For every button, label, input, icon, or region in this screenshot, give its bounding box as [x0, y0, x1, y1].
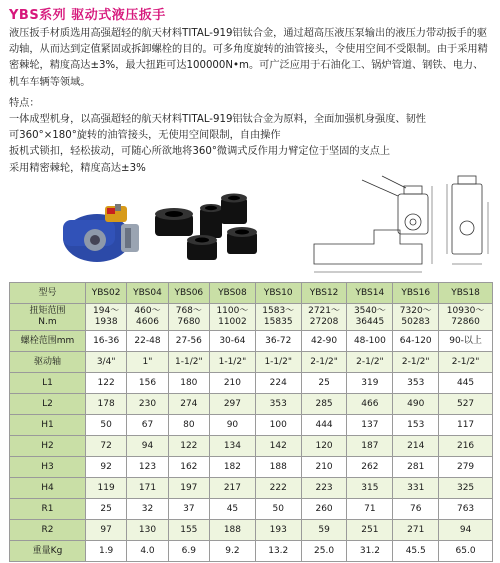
table-cell: 260 — [301, 499, 347, 520]
table-cell: 67 — [127, 415, 168, 436]
table-cell: 182 — [210, 457, 256, 478]
table-cell: 123 — [127, 457, 168, 478]
table-cell: 444 — [301, 415, 347, 436]
table-cell: 120 — [301, 436, 347, 457]
table-cell: 156 — [127, 373, 168, 394]
table-cell: 7320～ 50283 — [393, 304, 439, 331]
row-label-cell: H1 — [10, 415, 86, 436]
table-cell: 22-48 — [127, 331, 168, 352]
table-cell: 297 — [210, 394, 256, 415]
table-cell: 76 — [393, 499, 439, 520]
table-cell: 2-1/2" — [393, 352, 439, 373]
table-cell: 180 — [168, 373, 209, 394]
header-model-cell: YBS16 — [393, 283, 439, 304]
table-cell: 188 — [210, 520, 256, 541]
table-cell: 100 — [255, 415, 301, 436]
page-title: YBS系列 驱动式液压扳手 — [9, 8, 166, 23]
header-model-cell: YBS08 — [210, 283, 256, 304]
table-row — [10, 478, 493, 499]
table-cell: 331 — [393, 478, 439, 499]
table-cell: 119 — [85, 478, 126, 499]
table-cell: 48-100 — [347, 331, 393, 352]
header-model-cell: YBS18 — [439, 283, 493, 304]
row-label-cell: L2 — [10, 394, 86, 415]
table-cell: 3540～ 36445 — [347, 304, 393, 331]
table-cell: 1-1/2" — [168, 352, 209, 373]
table-cell: 71 — [347, 499, 393, 520]
table-cell: 16-36 — [85, 331, 126, 352]
table-cell: 194～ 1938 — [85, 304, 126, 331]
table-cell: 162 — [168, 457, 209, 478]
table-cell: 25 — [85, 499, 126, 520]
product-photo — [55, 178, 275, 270]
table-cell: 134 — [210, 436, 256, 457]
table-cell: 50 — [255, 499, 301, 520]
table-cell: 25.0 — [301, 541, 347, 562]
dimension-drawing — [302, 172, 492, 277]
table-cell: 36-72 — [255, 331, 301, 352]
table-cell: 222 — [255, 478, 301, 499]
table-cell: 37 — [168, 499, 209, 520]
table-cell: 216 — [439, 436, 493, 457]
table-cell: 1.9 — [85, 541, 126, 562]
row-label-cell: L1 — [10, 373, 86, 394]
table-cell: 2-1/2" — [439, 352, 493, 373]
table-cell: 3/4" — [85, 352, 126, 373]
table-cell: 325 — [439, 478, 493, 499]
table-cell: 130 — [127, 520, 168, 541]
row-label-cell: R1 — [10, 499, 86, 520]
table-cell: 466 — [347, 394, 393, 415]
table-cell: 122 — [85, 373, 126, 394]
table-cell: 4.0 — [127, 541, 168, 562]
table-row — [10, 457, 493, 478]
feature-item: 采用精密棘轮，精度高达±3% — [9, 162, 146, 174]
table-cell: 10930～ 72860 — [439, 304, 493, 331]
table-cell: 763 — [439, 499, 493, 520]
table-row — [10, 541, 493, 562]
table-cell: 80 — [168, 415, 209, 436]
features-label: 特点： — [9, 98, 40, 109]
table-row — [10, 331, 493, 352]
table-cell: 271 — [393, 520, 439, 541]
table-cell: 9.2 — [210, 541, 256, 562]
row-label-cell: 扭矩范围 N.m — [10, 304, 86, 331]
table-cell: 217 — [210, 478, 256, 499]
header-model-cell: YBS02 — [85, 283, 126, 304]
table-cell: 32 — [127, 499, 168, 520]
header-model-cell: YBS06 — [168, 283, 209, 304]
row-label-cell: H3 — [10, 457, 86, 478]
table-cell: 31.2 — [347, 541, 393, 562]
table-row — [10, 436, 493, 457]
table-cell: 65.0 — [439, 541, 493, 562]
row-label-cell: R2 — [10, 520, 86, 541]
table-cell: 353 — [255, 394, 301, 415]
socket-set-image — [155, 194, 257, 261]
table-cell: 188 — [255, 457, 301, 478]
features-list — [9, 112, 493, 177]
header-model-cell: YBS14 — [347, 283, 393, 304]
table-cell: 193 — [255, 520, 301, 541]
table-cell: 92 — [85, 457, 126, 478]
table-cell: 50 — [85, 415, 126, 436]
table-row — [10, 394, 493, 415]
table-cell: 224 — [255, 373, 301, 394]
table-row — [10, 352, 493, 373]
table-cell: 94 — [439, 520, 493, 541]
table-cell: 230 — [127, 394, 168, 415]
table-cell: 353 — [393, 373, 439, 394]
table-cell: 210 — [210, 373, 256, 394]
table-cell: 281 — [393, 457, 439, 478]
table-cell: 279 — [439, 457, 493, 478]
header-model-cell: YBS12 — [301, 283, 347, 304]
table-cell: 2721～ 27208 — [301, 304, 347, 331]
table-cell: 171 — [127, 478, 168, 499]
table-cell: 1" — [127, 352, 168, 373]
table-cell: 25 — [301, 373, 347, 394]
hydraulic-wrench-image — [63, 204, 139, 262]
header-model-cell: YBS10 — [255, 283, 301, 304]
table-cell: 142 — [255, 436, 301, 457]
feature-item: 一体成型机身，以高强超轻的航天材料TITAL-919铝钛合金为原料，全面加强机身强度、韧性 — [9, 114, 426, 125]
table-cell: 262 — [347, 457, 393, 478]
table-cell: 122 — [168, 436, 209, 457]
table-row — [10, 373, 493, 394]
table-cell: 285 — [301, 394, 347, 415]
table-row — [10, 499, 493, 520]
row-label-cell: H4 — [10, 478, 86, 499]
row-label-cell: 螺栓范围mm — [10, 331, 86, 352]
table-cell: 187 — [347, 436, 393, 457]
table-cell: 2-1/2" — [301, 352, 347, 373]
feature-item: 扳机式锁扣，轻松拔动，可随心所欲地将360°微调式反作用力臂定位于坚固的支点上 — [9, 146, 391, 158]
header-model-cell: YBS04 — [127, 283, 168, 304]
table-cell: 197 — [168, 478, 209, 499]
table-cell: 1583～ 15835 — [255, 304, 301, 331]
table-cell: 90 — [210, 415, 256, 436]
table-cell: 30-64 — [210, 331, 256, 352]
table-cell: 490 — [393, 394, 439, 415]
table-cell: 1-1/2" — [255, 352, 301, 373]
table-cell: 223 — [301, 478, 347, 499]
table-cell: 319 — [347, 373, 393, 394]
table-cell: 2-1/2" — [347, 352, 393, 373]
row-label-cell: H2 — [10, 436, 86, 457]
table-cell: 768～ 7680 — [168, 304, 209, 331]
table-cell: 445 — [439, 373, 493, 394]
table-row — [10, 520, 493, 541]
table-row — [10, 415, 493, 436]
table-cell: 117 — [439, 415, 493, 436]
feature-item: 可360°×180°旋转的油管接头，无使用空间限制，自由操作 — [9, 130, 281, 142]
table-cell: 94 — [127, 436, 168, 457]
table-cell: 155 — [168, 520, 209, 541]
table-cell: 1-1/2" — [210, 352, 256, 373]
table-cell: 153 — [393, 415, 439, 436]
intro-paragraph: 液压扳手材质选用高强超轻的航天材料TITAL-919铝钛合金，通过超高压液压泵输出的液压力带动扳手的驱动轴，从而达到定值紧固或拆卸螺栓的目的。可多角度旋转的油管接头，令使用空间不受限制。由于采用精密棘轮，精度高达±3%，最大扭距可达100000N•m。可广泛应用于石油化工、锅炉管道、钢铁、电力、机车车辆等领域。 — [9, 28, 488, 88]
table-header-row — [10, 283, 493, 304]
table-cell: 137 — [347, 415, 393, 436]
table-cell: 59 — [301, 520, 347, 541]
table-cell: 214 — [393, 436, 439, 457]
table-cell: 45.5 — [393, 541, 439, 562]
table-cell: 251 — [347, 520, 393, 541]
table-cell: 210 — [301, 457, 347, 478]
row-label-cell: 重量Kg — [10, 541, 86, 562]
table-cell: 13.2 — [255, 541, 301, 562]
table-row — [10, 304, 493, 331]
table-cell: 42-90 — [301, 331, 347, 352]
row-label-cell: 驱动轴 — [10, 352, 86, 373]
table-cell: 460～ 4606 — [127, 304, 168, 331]
table-cell: 64-120 — [393, 331, 439, 352]
table-cell: 45 — [210, 499, 256, 520]
spec-table — [9, 282, 493, 562]
table-cell: 274 — [168, 394, 209, 415]
table-cell: 6.9 — [168, 541, 209, 562]
table-cell: 72 — [85, 436, 126, 457]
table-cell: 1100～ 11002 — [210, 304, 256, 331]
table-cell: 97 — [85, 520, 126, 541]
header-label-cell: 型号 — [10, 283, 86, 304]
table-cell: 27-56 — [168, 331, 209, 352]
table-cell: 315 — [347, 478, 393, 499]
table-cell: 527 — [439, 394, 493, 415]
table-cell: 178 — [85, 394, 126, 415]
table-cell: 90-以上 — [439, 331, 493, 352]
